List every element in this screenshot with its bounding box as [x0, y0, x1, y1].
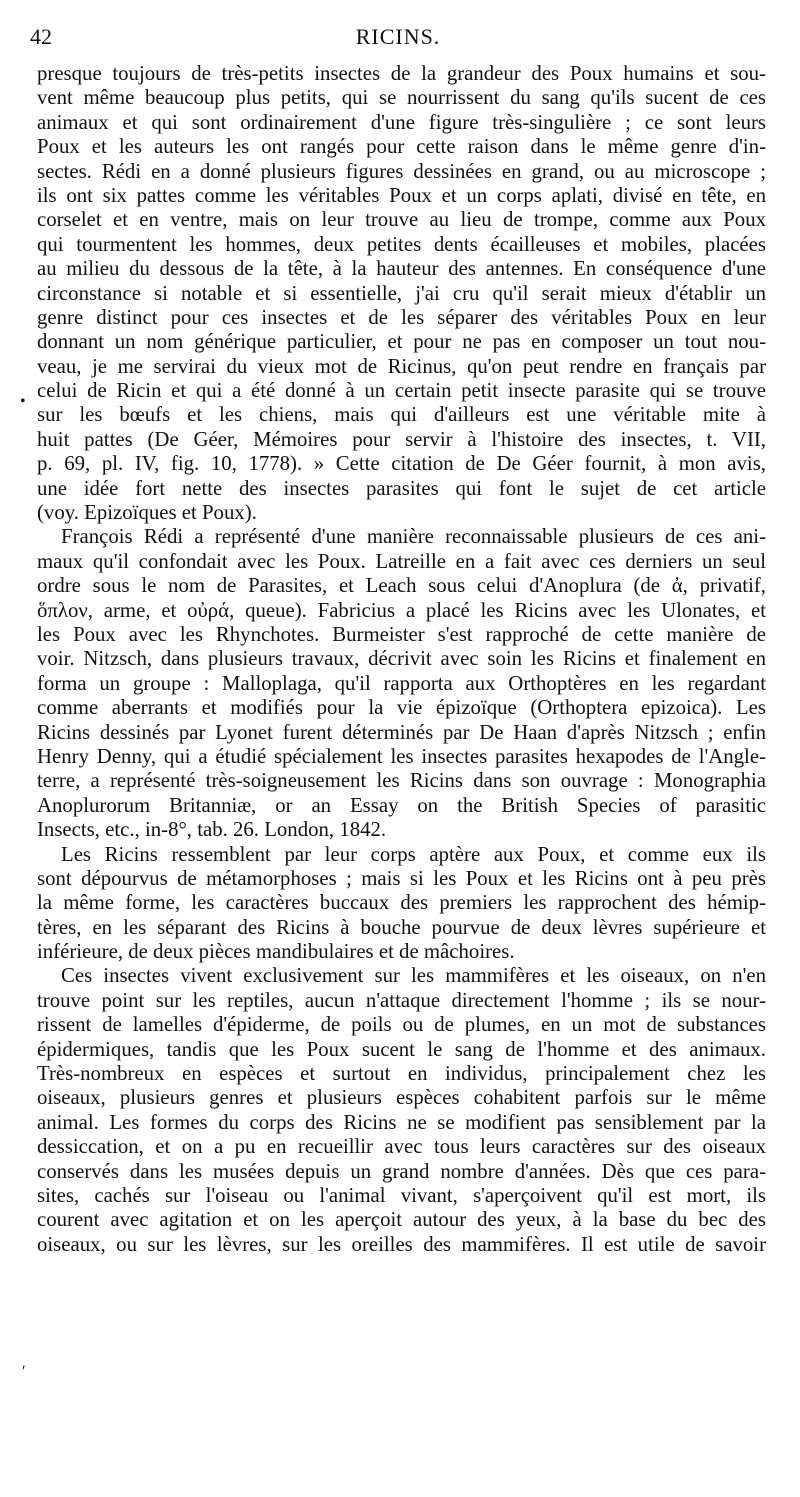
text-line: Ces insectes vivent exclusivement sur les mammifères et les oiseaux, on n'en: [61, 964, 766, 988]
text-line: courent avec agitation et on les aperçoit autour des yeux, à la base du bec des: [37, 1208, 766, 1232]
text-line: les Poux avec les Rhynchotes. Burmeister s'est rapproché de cette manière de: [37, 622, 766, 646]
text-line: animaux et qui sont ordinairement d'une figure très-singulière ; ce sont leurs: [37, 110, 766, 134]
text-line: Poux et les auteurs les ont rangés pour cette raison dans le même genre d'in-: [37, 135, 766, 159]
text-line: épidermiques, tandis que les Poux sucent le sang de l'homme et des animaux.: [37, 1037, 766, 1061]
text-line: presque toujours de très-petits insectes de la grandeur des Poux humains et sou-: [37, 62, 766, 85]
body-text: [37, 62, 766, 1257]
text-line: conservés dans les musées depuis un grand nombre d'années. Dès que ces para-: [37, 1159, 766, 1183]
text-line: sectes. Rédi en a donné plusieurs figures dessinées en grand, ou au microscope ;: [37, 159, 766, 183]
text-line: ordre sous le nom de Parasites, et Leach sous celui d'Anoplura (de ἀ, privatif,: [37, 574, 766, 598]
running-head: RICINS.: [355, 24, 441, 49]
text-line: donnant un nom générique particulier, et pour ne pas en composer un tout nou-: [37, 330, 766, 354]
text-line: animal. Les formes du corps des Ricins ne se modifient pas sensiblement par la: [37, 1110, 766, 1134]
text-line: maux qu'il confondait avec les Poux. Latreille en a fait avec ces derniers un seul: [37, 549, 766, 573]
text-line: corselet et en ventre, mais on leur trouve au lieu de trompe, comme aux Poux: [37, 208, 766, 232]
text-line: comme aberrants et modifiés pour la vie épizoïque (Orthoptera epizoica). Les: [37, 696, 766, 720]
text-line: ils ont six pattes comme les véritables Poux et un corps aplati, divisé en tête, en: [37, 183, 766, 207]
page-header: [30, 24, 766, 60]
margin-accent-mark: ʹ: [22, 1363, 26, 1380]
margin-bullet: •: [20, 393, 26, 410]
text-line: qui tourmentent les hommes, deux petites dents écailleuses et mobiles, placées: [37, 232, 766, 256]
text-line: Anoplurorum Britanniæ, or an Essay on the British Species of parasitic: [37, 793, 766, 817]
text-line: huit pattes (De Géer, Mémoires pour servir à l'histoire des insectes, t. VII,: [37, 427, 766, 451]
text-line: une idée fort nette des insectes parasites qui font le sujet de cet article: [37, 476, 766, 500]
text-line: Très-nombreux en espèces et surtout en individus, principalement chez les: [37, 1062, 766, 1086]
text-line: au milieu du dessous de la tête, à la hauteur des antennes. En conséquence d'une: [37, 257, 766, 281]
text-line: genre distinct pour ces insectes et de les séparer des véritables Poux en leur: [37, 305, 766, 329]
text-line: (voy. Epizoïques et Poux).: [37, 501, 257, 525]
text-line: Les Ricins ressemblent par leur corps aptère aux Poux, et comme eux ils: [61, 842, 766, 866]
text-line: celui de Ricin et qui a été donné à un certain petit insecte parasite qui se trouve: [37, 379, 766, 403]
text-line: veau, je me servirai du vieux mot de Ricinus, qu'on peut rendre en français par: [37, 354, 766, 378]
text-line: dessiccation, et on a pu en recueillir avec tous leurs caractères sur des oiseaux: [37, 1135, 766, 1159]
text-line: trouve point sur les reptiles, aucun n'attaque directement l'homme ; ils se nour-: [37, 988, 766, 1012]
text-line: la même forme, les caractères buccaux des premiers les rapprochent des hémip-: [37, 891, 766, 915]
text-line: voir. Nitzsch, dans plusieurs travaux, décrivit avec soin les Ricins et finalement en: [37, 647, 766, 671]
text-line: vent même beaucoup plus petits, qui se nourrissent du sang qu'ils sucent de ces: [37, 86, 766, 110]
text-line: sites, cachés sur l'oiseau ou l'animal vivant, s'aperçoivent qu'il est mort, ils: [37, 1183, 766, 1207]
page-number: 42: [30, 24, 52, 49]
text-line: p. 69, pl. IV, fig. 10, 1778). » Cette citation de De Géer fournit, à mon avis,: [37, 452, 766, 476]
text-line: ὅπλον, arme, et οὐρά, queue). Fabricius a placé les Ricins avec les Ulonates, et: [37, 598, 766, 622]
text-line: inférieure, de deux pièces mandibulaires et de mâchoires.: [37, 940, 515, 964]
text-line: Henry Denny, qui a étudié spécialement les insectes parasites hexapodes de l'Angle-: [37, 744, 766, 768]
text-line: François Rédi a représenté d'une manière reconnaissable plusieurs de ces ani-: [61, 525, 766, 549]
text-line: sur les bœufs et les chiens, mais qui d'ailleurs est une véritable mite à: [37, 403, 766, 427]
text-line: forma un groupe : Malloplaga, qu'il rapporta aux Orthoptères en les regardant: [37, 671, 766, 695]
text-line: Insects, etc., in-8°, tab. 26. London, 1842.: [37, 818, 387, 842]
text-line: oiseaux, ou sur les lèvres, sur les oreilles des mammifères. Il est utile de savoir: [37, 1232, 766, 1256]
text-line: circonstance si notable et si essentielle, j'ai cru qu'il serait mieux d'établir un: [37, 281, 766, 305]
text-line: tères, en les séparant des Ricins à bouche pourvue de deux lèvres supérieure et: [37, 915, 766, 939]
text-line: oiseaux, plusieurs genres et plusieurs espèces cohabitent parfois sur le même: [37, 1086, 766, 1110]
text-line: Ricins dessinés par Lyonet furent déterminés par De Haan d'après Nitzsch ; enfin: [37, 720, 766, 744]
text-line: sont dépourvus de métamorphoses ; mais si les Poux et les Ricins ont à peu près: [37, 866, 766, 890]
text-line: rissent de lamelles d'épiderme, de poils ou de plumes, en un mot de substances: [37, 1013, 766, 1037]
text-line: terre, a représenté très-soigneusement les Ricins dans son ouvrage : Monographia: [37, 769, 766, 793]
